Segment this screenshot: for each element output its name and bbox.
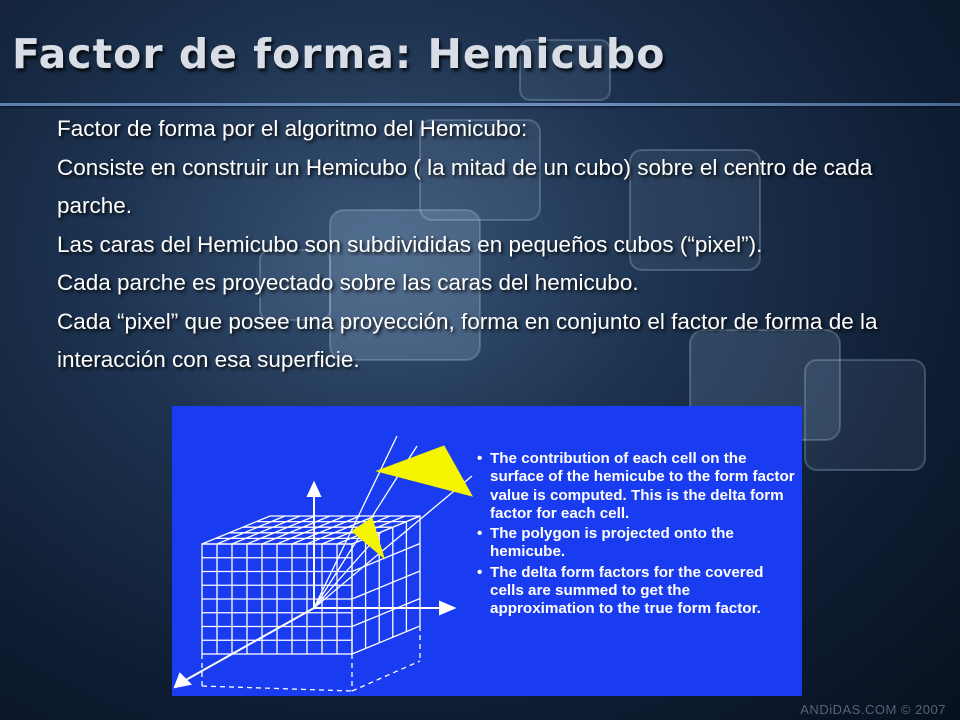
paragraph-project: Cada parche es proyectado sobre las caras del hemicubo.: [57, 270, 639, 295]
hemicube-front-grid: [202, 544, 352, 654]
x-axis-arrow-icon: [175, 674, 190, 687]
z-axis-arrow-icon: [308, 483, 320, 496]
paragraph-construct: Consiste en construir un Hemicubo ( la mitad de un cubo) sobre el centro de cada parche.: [57, 154, 873, 218]
watermark: ANDiDAS.COM © 2007: [800, 702, 946, 717]
paragraph-subdivide: Las caras del Hemicubo son subdivididas en pequeños cubos (“pixel”).: [57, 231, 763, 257]
slide-title: Factor de forma: Hemicubo: [12, 30, 666, 78]
title-divider: [0, 103, 960, 106]
dashed-lower-cube: [202, 626, 420, 691]
bullet-item: • The polygon is projected onto the hemicube.: [476, 525, 796, 562]
bullet-item: • The delta form factors for the covered cells are summed to get the approximation to the true form factor.: [476, 564, 796, 619]
paragraph-intro: Factor de forma por el algoritmo del Hemicubo:: [57, 116, 528, 141]
x-axis: [184, 608, 314, 681]
source-polygon: [377, 446, 472, 496]
hemicube-diagram: [172, 406, 802, 696]
figure-bullet-list: [476, 450, 796, 621]
bullet-item: • The contribution of each cell on the surface of the hemicube to the form factor value is computed. This is the delta form factor for each cell.: [476, 450, 796, 523]
slide-body: [57, 110, 947, 380]
y-axis-arrow-icon: [440, 602, 454, 614]
paragraph-form-factor: Cada “pixel” que posee una proyección, forma en conjunto el factor de forma de la interacción con esa superficie.: [57, 308, 878, 372]
